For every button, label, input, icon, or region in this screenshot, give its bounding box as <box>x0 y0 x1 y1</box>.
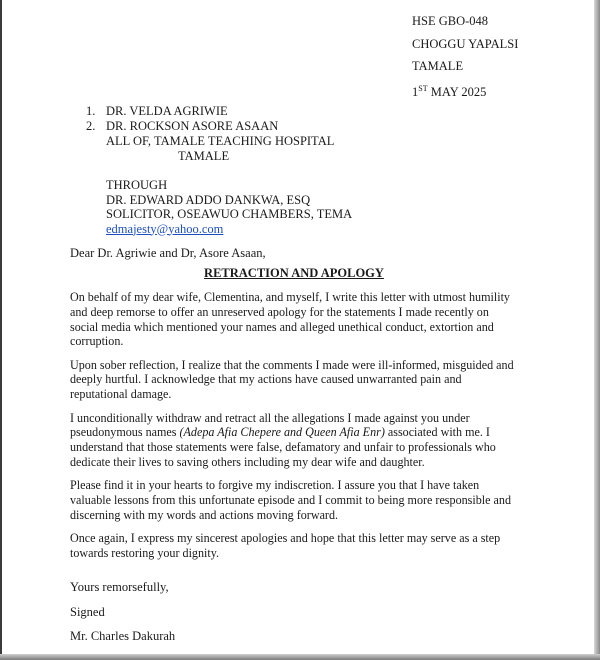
solicitor-email-link[interactable]: edmajesty@yahoo.com <box>106 221 224 236</box>
address-line: TAMALE <box>412 59 464 73</box>
signature-label: Signed <box>70 604 105 619</box>
recipients-block <box>86 104 334 164</box>
signatory-name: Mr. Charles Dakurah <box>70 629 176 643</box>
date-day: 1 <box>412 84 419 99</box>
body-paragraph: Upon sober reflection, I realize that the comments I made were ill-informed, misguided and deeply hurtful. I acknowledge that my actions have caused unwarranted pain and reputational damage. <box>70 357 514 402</box>
address-line: CHOGGU YAPALSI <box>412 36 519 51</box>
page-shadow <box>594 0 600 660</box>
body-paragraph <box>70 411 520 470</box>
paragraph-text: I unconditionally withdraw and retract all the allegations I made against you under pseudonymous names <box>70 410 470 440</box>
salutation: Dear Dr. Agriwie and Dr, Asore Asaan, <box>70 246 266 260</box>
body-paragraph: On behalf of my dear wife, Clementina, and myself, I write this letter with utmost humility and deep remorse to offer an unreserved apology for the statements I made recently on social media which mentioned your names and alleged unethical conduct, extortion and corruption. <box>70 290 510 349</box>
solicitor-firm: SOLICITOR, OSEAWUO CHAMBERS, TEMA <box>106 207 353 221</box>
date-suffix: ST <box>418 83 428 93</box>
pseudonyms-text: (Adepa Afia Chepere and Queen Afia Enr) <box>179 425 385 440</box>
letter-body <box>70 290 520 569</box>
list-number: 1. <box>86 104 96 118</box>
letter-subject: RETRACTION AND APOLOGY <box>204 266 384 280</box>
recipient-item <box>86 119 334 134</box>
closing-block <box>70 575 175 649</box>
recipient-item <box>86 104 334 119</box>
letter-date <box>412 78 518 104</box>
solicitor-name: DR. EDWARD ADDO DANKWA, ESQ <box>106 192 311 207</box>
body-paragraph: Once again, I express my sincerest apologies and hope that this letter may serve as a step towards restoring your dignity. <box>70 531 501 560</box>
recipient-org: ALL OF, TAMALE TEACHING HOSPITAL <box>106 134 335 148</box>
page-edge <box>0 0 2 660</box>
valediction: Yours remorsefully, <box>70 580 169 594</box>
list-number: 2. <box>86 119 96 133</box>
page-shadow <box>0 654 600 660</box>
recipient-name: DR. ROCKSON ASORE ASAAN <box>106 119 279 133</box>
sender-address <box>412 10 518 103</box>
address-line: HSE GBO-048 <box>412 14 489 28</box>
date-rest: MAY 2025 <box>427 84 487 99</box>
paragraph-text: associated with me. I understand that those statements were false, defamatory and unfair to professionals who dedicate their lives to saving others including my dear wife and daughter. <box>70 425 496 469</box>
recipient-name: DR. VELDA AGRIWIE <box>106 104 228 118</box>
recipient-city: TAMALE <box>178 149 230 163</box>
through-label: THROUGH <box>106 178 168 192</box>
through-block <box>106 178 352 236</box>
body-paragraph: Please find it in your hearts to forgive my indiscretion. I assure you that I have taken valuable lessons from this unfortunate episode and I commit to being more responsible and discerning with my words and actions moving forward. <box>70 478 511 522</box>
